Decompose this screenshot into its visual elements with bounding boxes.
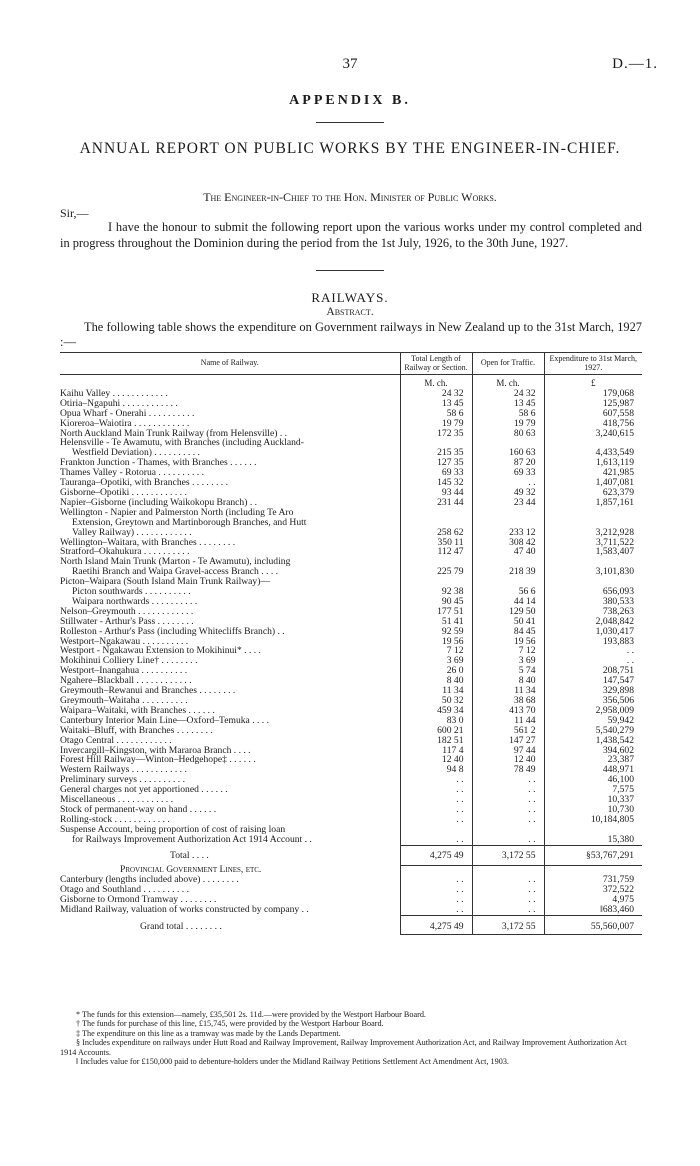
row-length: . . xyxy=(400,775,472,785)
row-expenditure: 4,433,549 xyxy=(544,448,642,458)
row-open: 44 14 xyxy=(472,597,544,607)
row-name: Valley Railway) . . . . . . . . . . . . xyxy=(72,527,192,538)
row-open: . . xyxy=(472,885,544,895)
header-open: Open for Traffic. xyxy=(472,353,544,375)
units-expenditure: £ xyxy=(544,375,642,389)
row-expenditure: 3,101,830 xyxy=(544,567,642,577)
table-row xyxy=(60,617,642,627)
row-open: 80 63 xyxy=(472,429,544,439)
row-name: Picton southwards . . . . . . . . . . xyxy=(72,587,191,597)
row-length: 182 51 xyxy=(400,736,472,746)
units-open: M. ch. xyxy=(472,375,544,389)
footnote: ‖ Includes value for £150,000 paid to debenture-holders under the Midland Railway Petitions Settlement Act Amendment Act, 1903. xyxy=(76,1057,509,1067)
expenditure-table xyxy=(60,352,642,935)
row-name: Greymouth–Waitaha . . . . . . . . . . xyxy=(60,696,188,706)
row-open: . . xyxy=(472,805,544,815)
row-length: 83 0 xyxy=(400,716,472,726)
row-open: 218 39 xyxy=(472,567,544,577)
table-row xyxy=(60,508,642,518)
row-expenditure: 7,575 xyxy=(544,785,642,795)
row-length: 94 8 xyxy=(400,765,472,775)
table-row xyxy=(60,488,642,498)
row-length: 19 79 xyxy=(400,419,472,429)
row-open: 160 63 xyxy=(472,448,544,458)
row-name: Stillwater - Arthur's Pass . . . . . . . . xyxy=(60,616,194,627)
total-label: Total . . . . xyxy=(170,850,209,862)
row-expenditure: 125,987 xyxy=(544,399,642,409)
row-name: Rolleston - Arthur's Pass (including Whitecliffs Branch) . . xyxy=(60,626,285,637)
row-length: 12 40 xyxy=(400,755,472,765)
row-length: 7 12 xyxy=(400,646,472,656)
row-open: 23 44 xyxy=(472,498,544,508)
row-expenditure: 1,407,081 xyxy=(544,478,642,488)
lead-paragraph xyxy=(60,320,642,350)
grand-total-length: 4,275 49 xyxy=(400,915,472,935)
salutation: Sir,— xyxy=(60,206,89,220)
table-row xyxy=(60,567,642,577)
row-name: Westport - Ngakawau Extension to Mokihinui* . . . . xyxy=(60,646,261,657)
row-length: 24 32 xyxy=(400,389,472,399)
row-expenditure: 1,030,417 xyxy=(544,627,642,637)
row-length: 117 4 xyxy=(400,746,472,756)
row-expenditure: 5,540,279 xyxy=(544,726,642,736)
row-name: Gisborne–Opotiki . . . . . . . . . . . . xyxy=(60,487,187,498)
row-open: . . xyxy=(472,895,544,905)
row-open: 87 20 xyxy=(472,458,544,468)
table-row xyxy=(60,438,642,448)
row-expenditure: 208,751 xyxy=(544,666,642,676)
row-name: Thames Valley - Rotorua . . . . . . . . . . xyxy=(60,468,204,479)
grand-total-label: Grand total . . . . . . . . xyxy=(140,921,222,933)
row-open: 78 49 xyxy=(472,765,544,775)
row-length: 3 69 xyxy=(400,656,472,666)
row-expenditure: 731,759 xyxy=(544,875,642,885)
table-row xyxy=(60,478,642,488)
row-length: . . xyxy=(400,835,472,845)
row-length xyxy=(400,508,472,518)
table-row xyxy=(60,726,642,736)
row-open: . . xyxy=(472,775,544,785)
row-open: 308 42 xyxy=(472,538,544,548)
footnotes xyxy=(60,1010,642,1066)
table-row xyxy=(60,765,642,775)
total-row xyxy=(60,845,642,865)
row-expenditure: ‖683,460 xyxy=(544,905,642,915)
grand-total-expenditure: 55,560,007 xyxy=(544,915,642,935)
row-length: 51 41 xyxy=(400,617,472,627)
table-row xyxy=(60,746,642,756)
row-open: 129 50 xyxy=(472,607,544,617)
units-blank xyxy=(60,375,400,389)
row-name: Extension, Greytown and Martinborough Branches, and Hutt xyxy=(72,517,307,528)
row-name: Waipara northwards . . . . . . . . . . xyxy=(72,596,198,607)
row-expenditure: 356,506 xyxy=(544,696,642,706)
row-open: . . xyxy=(472,795,544,805)
row-expenditure: 738,263 xyxy=(544,607,642,617)
table-row xyxy=(60,597,642,607)
row-name: Suspense Account, being proportion of cost of raising loan xyxy=(60,824,286,835)
row-open: 11 44 xyxy=(472,716,544,726)
row-length: . . xyxy=(400,905,472,915)
row-length: . . xyxy=(400,885,472,895)
row-name: Stock of permanent-way on hand . . . . . . xyxy=(60,804,217,815)
row-expenditure: . . xyxy=(544,656,642,666)
row-length: 231 44 xyxy=(400,498,472,508)
grand-total-row xyxy=(60,915,642,935)
row-open: . . xyxy=(472,905,544,915)
row-expenditure: 1,583,407 xyxy=(544,547,642,557)
row-length: 90 45 xyxy=(400,597,472,607)
table-row xyxy=(60,547,642,557)
table-row xyxy=(60,696,642,706)
row-expenditure: 147,547 xyxy=(544,676,642,686)
table-row xyxy=(60,468,642,478)
row-open xyxy=(472,508,544,518)
table-row xyxy=(60,795,642,805)
row-length: 50 32 xyxy=(400,696,472,706)
row-open: . . xyxy=(472,875,544,885)
row-open: 50 41 xyxy=(472,617,544,627)
header-name: Name of Railway. xyxy=(60,353,400,375)
row-open: 19 79 xyxy=(472,419,544,429)
row-expenditure: 372,522 xyxy=(544,885,642,895)
row-length: 93 44 xyxy=(400,488,472,498)
row-expenditure: 394,602 xyxy=(544,746,642,756)
footnote: * The funds for this extension—namely, £35,501 2s. 11d.—were provided by the Westport Harbour Board. xyxy=(76,1010,426,1019)
row-name: Wellington–Waitara, with Branches . . . . . . . . xyxy=(60,537,236,548)
row-expenditure: 1,613,119 xyxy=(544,458,642,468)
row-expenditure: 10,184,805 xyxy=(544,815,642,825)
row-open: 8 40 xyxy=(472,676,544,686)
row-name: Helensville - Te Awamutu, with Branches (including Auckland- xyxy=(60,438,304,449)
row-length: 225 79 xyxy=(400,567,472,577)
row-expenditure: 10,337 xyxy=(544,795,642,805)
row-expenditure: 3,240,615 xyxy=(544,429,642,439)
footnote: ‡ The expenditure on this line as a tramway was made by the Lands Department. xyxy=(76,1028,341,1038)
row-length: 26 0 xyxy=(400,666,472,676)
table-row xyxy=(60,458,642,468)
row-name: Canterbury Interior Main Line—Oxford–Temuka . . . . xyxy=(60,715,270,726)
row-expenditure: 421,985 xyxy=(544,468,642,478)
table-row xyxy=(60,587,642,597)
row-name: Otago Central . . . . . . . . . . . . xyxy=(60,735,172,746)
row-name: North Auckland Main Trunk Railway (from Helensville) . . xyxy=(60,428,288,439)
row-name: Waitaki–Bluff, with Branches . . . . . . . . xyxy=(60,725,213,736)
row-open: 413 70 xyxy=(472,706,544,716)
table-row xyxy=(60,875,642,885)
total-expenditure: §53,767,291 xyxy=(544,845,642,865)
row-name: Wellington - Napier and Palmerston North (including Te Aro xyxy=(60,507,294,518)
header-length: Total Length of Railway or Section. xyxy=(400,353,472,375)
table-row xyxy=(60,419,642,429)
row-expenditure: 329,898 xyxy=(544,686,642,696)
row-name: Greymouth–Rewanui and Branches . . . . . . . . xyxy=(60,686,236,696)
divider xyxy=(316,122,384,123)
row-name: Otiria–Ngapuhi . . . . . . . . . . . . xyxy=(60,398,178,409)
table-row xyxy=(60,905,642,915)
row-expenditure: 3,212,928 xyxy=(544,528,642,538)
row-name: Opua Wharf - Onerahi . . . . . . . . . . xyxy=(60,408,195,419)
row-length: 92 38 xyxy=(400,587,472,597)
row-expenditure: 448,971 xyxy=(544,765,642,775)
row-open: 561 2 xyxy=(472,726,544,736)
row-open: 19 56 xyxy=(472,637,544,647)
addressee-line: The Engineer-in-Chief to the Hon. Minister of Public Works. xyxy=(203,190,497,204)
table-row xyxy=(60,885,642,895)
table-row xyxy=(60,637,642,647)
row-name: Tauranga–Opotiki, with Branches . . . . . . . . xyxy=(60,478,228,488)
lead-text: The following table shows the expenditure on Government railways in New Zealand up to the 31st March, 1927 :— xyxy=(60,320,642,349)
table-row xyxy=(60,835,642,845)
header-expenditure: Expenditure to 31st March, 1927. xyxy=(544,353,642,375)
footnote: § Includes expenditure on railways under Hutt Road and Railway Improvement, Railway Improvement Authorization Act, and Railway Improvement Authorization Act 1914 Accounts. xyxy=(60,1038,627,1057)
railway-table xyxy=(60,352,642,935)
row-name: Preliminary surveys . . . . . . . . . . xyxy=(60,775,185,786)
row-open: 7 12 xyxy=(472,646,544,656)
row-expenditure: 15,380 xyxy=(544,835,642,845)
row-expenditure: 1,857,161 xyxy=(544,498,642,508)
table-row xyxy=(60,448,642,458)
row-open: 84 45 xyxy=(472,627,544,637)
row-name: Westfield Deviation) . . . . . . . . . . xyxy=(72,448,200,459)
table-row xyxy=(60,706,642,716)
table-row xyxy=(60,498,642,508)
table-row xyxy=(60,895,642,905)
appendix-heading: APPENDIX B. xyxy=(289,93,411,108)
row-open: 5 74 xyxy=(472,666,544,676)
subsection-title: Abstract. xyxy=(326,306,374,318)
row-open: . . xyxy=(472,785,544,795)
units-row xyxy=(60,375,642,389)
row-length: . . xyxy=(400,795,472,805)
row-name: Forest Hill Railway—Winton–Hedgehope‡ . . . . . . xyxy=(60,755,256,766)
row-expenditure: 607,558 xyxy=(544,409,642,419)
row-open: 58 6 xyxy=(472,409,544,419)
table-row xyxy=(60,538,642,548)
row-expenditure: 656,093 xyxy=(544,587,642,597)
table-row xyxy=(60,755,642,765)
row-expenditure: 623,379 xyxy=(544,488,642,498)
row-open: 97 44 xyxy=(472,746,544,756)
row-open: 24 32 xyxy=(472,389,544,399)
divider xyxy=(316,270,384,271)
row-expenditure: 10,730 xyxy=(544,805,642,815)
row-open: 11 34 xyxy=(472,686,544,696)
row-expenditure: 380,533 xyxy=(544,597,642,607)
units-length: M. ch. xyxy=(400,375,472,389)
row-length: 177 51 xyxy=(400,607,472,617)
row-length: . . xyxy=(400,785,472,795)
row-name: Westport–Ngakawau . . . . . . . . . . xyxy=(60,636,189,647)
row-open: 69 33 xyxy=(472,468,544,478)
table-row xyxy=(60,736,642,746)
table-row xyxy=(60,399,642,409)
row-length: 459 34 xyxy=(400,706,472,716)
row-name: for Railways Improvement Authorization Act 1914 Account . . xyxy=(72,834,312,846)
row-name: Kioreroa–Waiotira . . . . . . . . . . . . xyxy=(60,418,190,429)
row-open: 38 68 xyxy=(472,696,544,706)
row-expenditure: 59,942 xyxy=(544,716,642,726)
row-name: Canterbury (lengths included above) . . . . . . . . xyxy=(60,874,239,885)
intro-paragraph xyxy=(60,219,642,251)
table-row xyxy=(60,627,642,637)
row-open: 49 32 xyxy=(472,488,544,498)
row-open: 56 6 xyxy=(472,587,544,597)
row-expenditure: 4,975 xyxy=(544,895,642,905)
row-expenditure: 193,883 xyxy=(544,637,642,647)
total-open: 3,172 55 xyxy=(472,845,544,865)
table-row xyxy=(60,607,642,617)
row-name: Nelson–Greymouth . . . . . . . . . . . . xyxy=(60,606,194,617)
row-expenditure: 179,068 xyxy=(544,389,642,399)
row-length: 8 40 xyxy=(400,676,472,686)
row-open: 233 12 xyxy=(472,528,544,538)
row-name: Invercargill–Kingston, with Mararoa Branch . . . . xyxy=(60,745,251,756)
row-length: 13 45 xyxy=(400,399,472,409)
table-row xyxy=(60,518,642,528)
row-expenditure: 418,756 xyxy=(544,419,642,429)
row-name: Mokihinui Colliery Line† . . . . . . . . xyxy=(60,656,198,667)
table-row xyxy=(60,785,642,795)
row-name: Ngahere–Blackball . . . . . . . . . . . . xyxy=(60,676,192,687)
row-length: 58 6 xyxy=(400,409,472,419)
row-name: Midland Railway, valuation of works constructed by company . . xyxy=(60,904,309,916)
section-title: RAILWAYS. xyxy=(311,290,389,305)
row-name: Western Railways . . . . . . . . . . . . xyxy=(60,765,187,776)
footnote: † The funds for purchase of this line, £15,745, were provided by the Westport Harbour Board. xyxy=(76,1019,384,1029)
row-open: 12 40 xyxy=(472,755,544,765)
table-row xyxy=(60,686,642,696)
row-open: 3 69 xyxy=(472,656,544,666)
row-length: . . xyxy=(400,815,472,825)
table-row xyxy=(60,577,642,587)
row-length: 145 32 xyxy=(400,478,472,488)
row-name: Gisborne to Ormond Tramway . . . . . . . . xyxy=(60,894,217,905)
row-open: . . xyxy=(472,835,544,845)
row-open: . . xyxy=(472,815,544,825)
table-row xyxy=(60,429,642,439)
table-row xyxy=(60,557,642,567)
table-row xyxy=(60,825,642,835)
table-row xyxy=(60,775,642,785)
total-length: 4,275 49 xyxy=(400,845,472,865)
intro-text: I have the honour to submit the following report upon the various works under my control completed and in progress throughout the Dominion during the period from the 1st July, 1926, to the 30th June, 1927. xyxy=(60,220,642,250)
row-length: 350 11 xyxy=(400,538,472,548)
row-length: 215 35 xyxy=(400,448,472,458)
row-length: 600 21 xyxy=(400,726,472,736)
row-length: . . xyxy=(400,805,472,815)
row-length: 69 33 xyxy=(400,468,472,478)
row-open: 47 40 xyxy=(472,547,544,557)
row-name: Waipara–Waitaki, with Branches . . . . . . xyxy=(60,705,215,716)
table-row xyxy=(60,409,642,419)
table-row xyxy=(60,805,642,815)
document-reference: D.—1. xyxy=(612,56,658,72)
row-name: Otago and Southland . . . . . . . . . . xyxy=(60,884,189,895)
row-length: 112 47 xyxy=(400,547,472,557)
row-length: 19 56 xyxy=(400,637,472,647)
table-row xyxy=(60,815,642,825)
row-expenditure xyxy=(544,508,642,518)
row-length: . . xyxy=(400,895,472,905)
row-length: 172 35 xyxy=(400,429,472,439)
row-expenditure: 23,387 xyxy=(544,755,642,765)
row-open: 147 27 xyxy=(472,736,544,746)
table-row xyxy=(60,656,642,666)
row-name: Frankton Junction - Thames, with Branches . . . . . . xyxy=(60,458,257,469)
table-row xyxy=(60,389,642,399)
row-name: Stratford–Okahukura . . . . . . . . . . xyxy=(60,547,190,558)
row-expenditure: 2,048,842 xyxy=(544,617,642,627)
row-name: Napier–Gisborne (including Waikokopu Branch) . . xyxy=(60,497,258,508)
provincial-heading-row xyxy=(60,865,642,875)
row-name: Kaihu Valley . . . . . . . . . . . . xyxy=(60,388,168,399)
row-expenditure: 46,100 xyxy=(544,775,642,785)
row-open: 13 45 xyxy=(472,399,544,409)
table-header-row xyxy=(60,353,642,375)
row-name: North Island Main Trunk (Marton - Te Awamutu), including xyxy=(60,557,291,568)
row-name: Raetihi Branch and Waipa Gravel-access Branch . . . . xyxy=(72,567,279,578)
row-name: General charges not yet apportioned . . . . . . xyxy=(60,785,228,796)
table-row xyxy=(60,646,642,656)
row-name: Miscellaneous . . . . . . . . . . . . xyxy=(60,795,173,805)
page-number: 37 xyxy=(342,56,358,72)
table-row xyxy=(60,716,642,726)
row-length: . . xyxy=(400,875,472,885)
table-row xyxy=(60,676,642,686)
row-name: Westport–Inangahua . . . . . . . . . . xyxy=(60,666,188,677)
row-expenditure: 1,438,542 xyxy=(544,736,642,746)
row-length: 11 34 xyxy=(400,686,472,696)
grand-total-open: 3,172 55 xyxy=(472,915,544,935)
row-expenditure: 3,711,522 xyxy=(544,538,642,548)
row-name: Rolling-stock . . . . . . . . . . . . xyxy=(60,814,170,825)
row-length: 92 59 xyxy=(400,627,472,637)
row-expenditure: . . xyxy=(544,646,642,656)
row-length: 258 62 xyxy=(400,528,472,538)
row-expenditure: 2,958,009 xyxy=(544,706,642,716)
table-row xyxy=(60,528,642,538)
row-open: . . xyxy=(472,478,544,488)
main-title: ANNUAL REPORT ON PUBLIC WORKS BY THE ENGINEER-IN-CHIEF. xyxy=(79,140,621,157)
row-name: Picton–Waipara (South Island Main Trunk Railway)— xyxy=(60,577,271,588)
row-length: 127 35 xyxy=(400,458,472,468)
provincial-heading: Provincial Government Lines, etc. xyxy=(120,865,262,875)
table-row xyxy=(60,666,642,676)
